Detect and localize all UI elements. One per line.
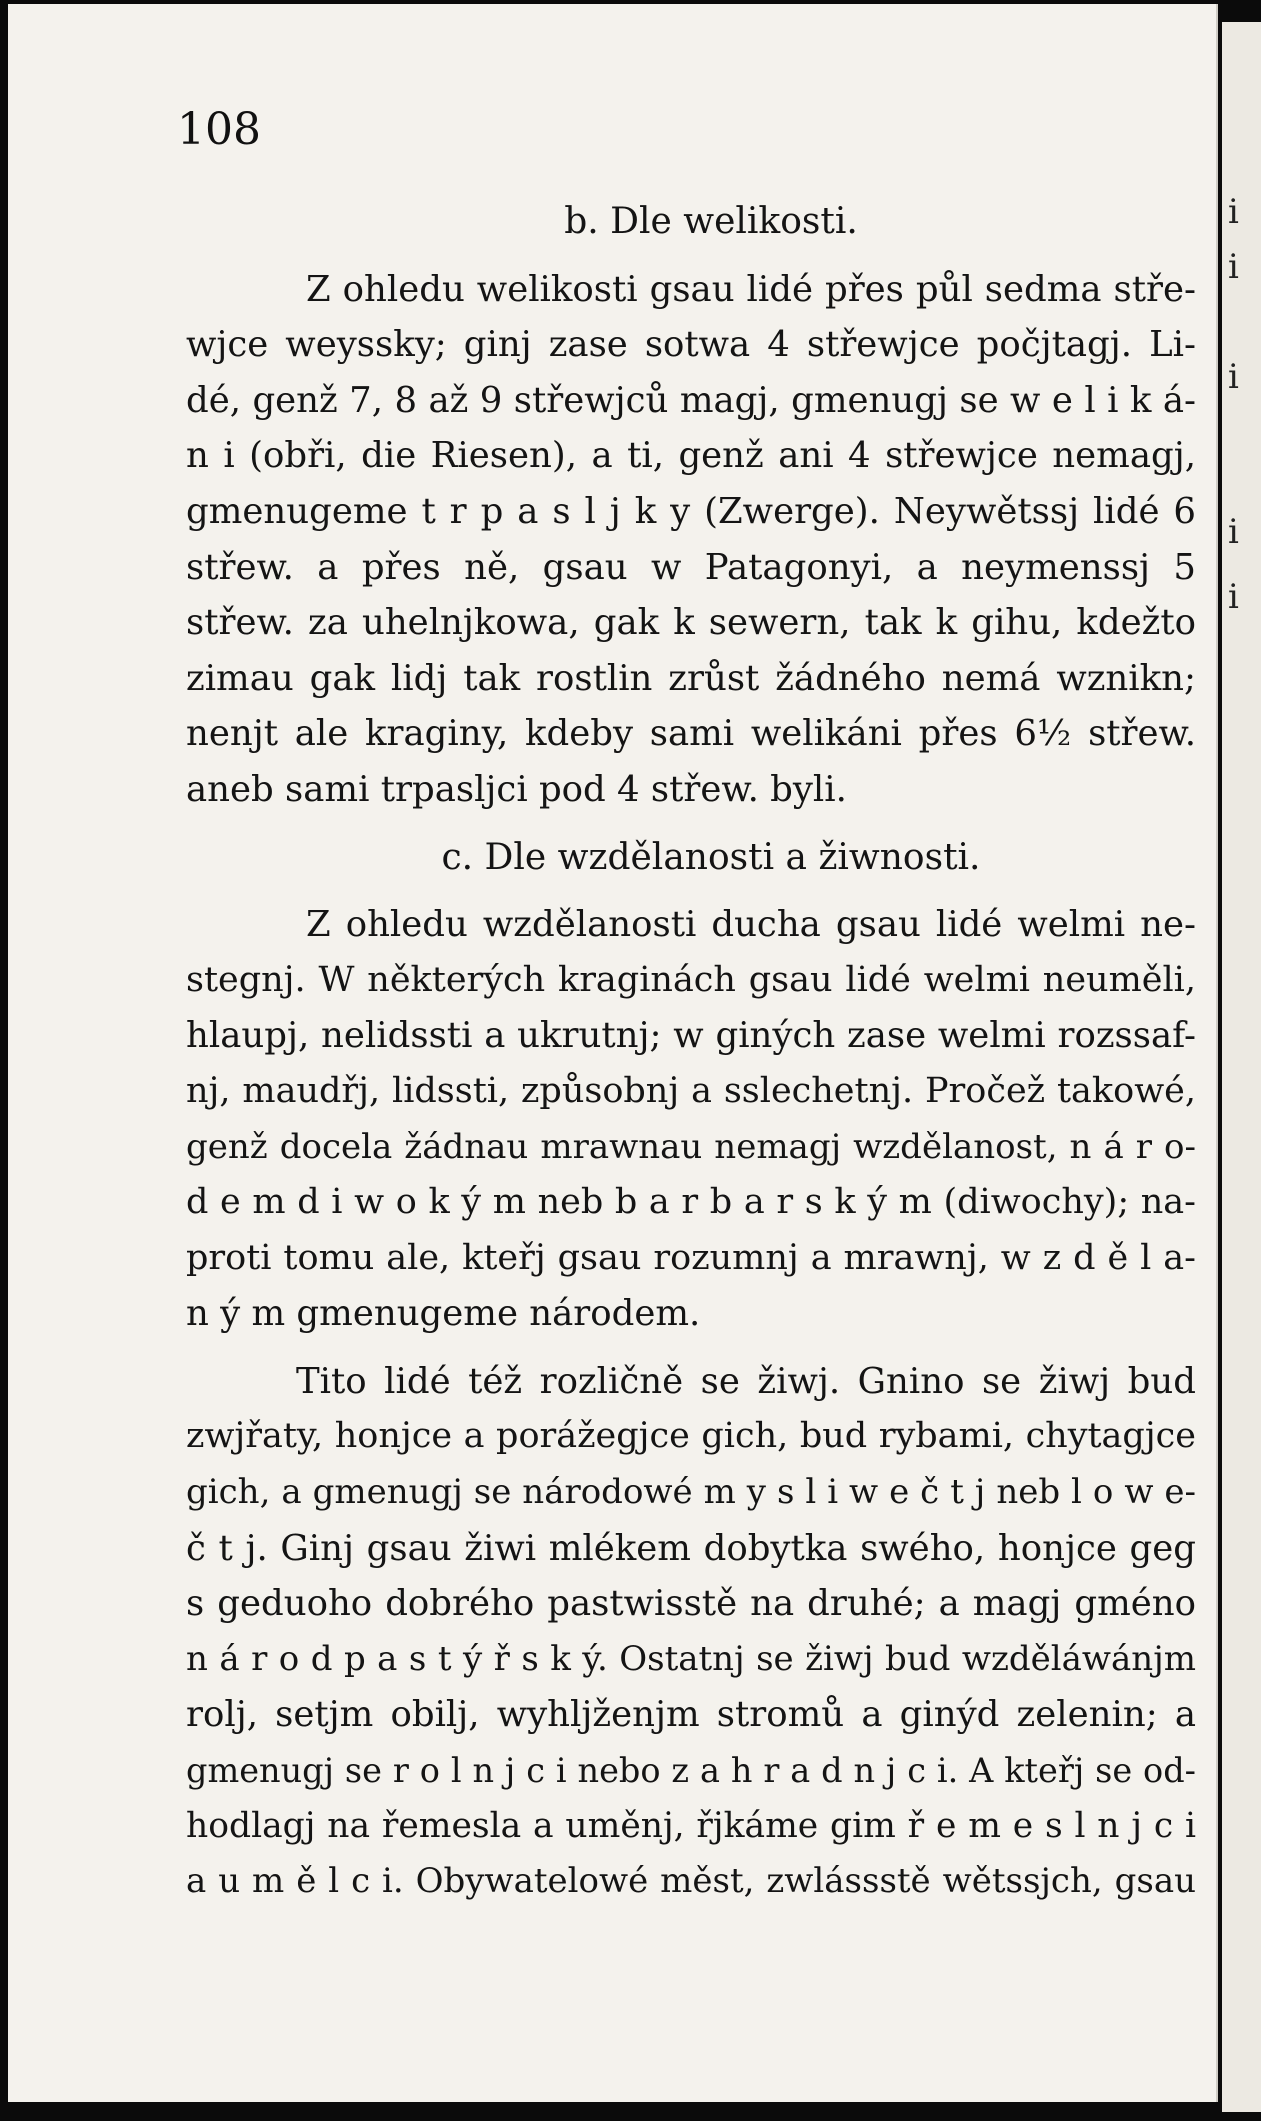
text-line: stegnj. W některých kraginách gsau lidé welmi neuměli,: [186, 959, 1196, 1000]
text-line: rolj, setjm obilj, wyhljženjm stromů a ginýd zelenin; a: [186, 1694, 1196, 1736]
text-line: gmenugj se r o l n j c i nebo z a h r a d n j c i. A kteřj se od-: [186, 1751, 1196, 1791]
text-line: střew. za uhelnjkowa, gak k sewern, tak k gihu, kdežto: [186, 602, 1196, 644]
text-line: gich, a gmenugj se národowé m y s l i w e č t j neb l o w e-: [186, 1472, 1196, 1513]
text-line: dé, genž 7, 8 až 9 střewjců magj, gmenugj se w e l i k á-: [186, 379, 1196, 421]
neighbor-glyph: i: [1228, 247, 1239, 287]
text-line: s geduoho dobrého pastwisstě na druhé; a magj gméno: [186, 1583, 1196, 1625]
section-c-paragraph-1: [186, 897, 1196, 1342]
section-b-heading: b. Dle welikosti.: [564, 201, 858, 242]
text-line: wjce weyssky; ginj zase sotwa 4 střewjce počjtagj. Li-: [186, 324, 1196, 366]
neighbor-glyph: i: [1228, 192, 1239, 232]
text-line: proti tomu ale, kteřj gsau rozumnj a mrawnj, w z d ě l a-: [186, 1237, 1196, 1278]
neighbor-glyph: i: [1228, 357, 1239, 397]
text-line: hlaupj, nelidssti a ukrutnj; w giných zase welmi rozssaf-: [186, 1015, 1196, 1057]
text-line: Tito lidé též rozličně se žiwj. Gnino se žiwj bud: [296, 1360, 1196, 1402]
text-line: nj, maudřj, lidssti, způsobnj a sslechetnj. Pročež takowé,: [186, 1070, 1196, 1111]
text-line: č t j. Ginj gsau žiwi mlékem dobytka swého, honjce geg: [186, 1527, 1196, 1569]
text-line: d e m d i w o k ý m neb b a r b a r s k ý m (diwochy); na-: [186, 1182, 1196, 1223]
text-line: Z ohledu welikosti gsau lidé přes půl sedma stře-: [306, 268, 1196, 310]
text-line: n ý m gmenugeme národem.: [186, 1293, 701, 1335]
text-line: n á r o d p a s t ý ř s k ý. Ostatnj se žiwj bud wzděláwánjm: [186, 1638, 1196, 1679]
section-c-paragraph-2: [186, 1354, 1196, 1910]
text-line: zwjřaty, honjce a porážegjce gich, bud rybami, chytagjce: [186, 1416, 1196, 1457]
text-line: Z ohledu wzdělanosti ducha gsau lidé welmi ne-: [306, 904, 1196, 946]
text-line: nenjt ale kraginy, kdeby sami welikáni přes 6½ střew.: [186, 713, 1196, 755]
book-page: [8, 4, 1218, 2102]
text-line: genž docela žádnau mrawnau nemagj wzdělanost, n á r o-: [186, 1126, 1196, 1167]
page-number: 108: [177, 104, 261, 155]
section-b-paragraph: [186, 262, 1196, 818]
section-c-heading: c. Dle wzdělanosti a žiwnosti.: [441, 836, 981, 878]
text-line: n i (obři, die Riesen), a ti, genž ani 4 střewjce nemagj,: [186, 435, 1196, 477]
adjacent-page-edge: [1222, 22, 1261, 2112]
text-line: aneb sami trpasljci pod 4 střew. byli.: [186, 768, 847, 810]
neighbor-glyph: i: [1228, 577, 1239, 617]
text-line: střew. a přes ně, gsau w Patagonyi, a neymenssj 5: [186, 546, 1196, 588]
text-line: zimau gak lidj tak rostlin zrůst žádného nemá wznikn;: [186, 657, 1196, 699]
text-line: hodlagj na řemesla a uměnj, řjkáme gim ř e m e s l n j c i: [186, 1805, 1196, 1846]
neighbor-glyph: i: [1228, 512, 1239, 552]
page-text: [186, 194, 1196, 1910]
text-line: gmenugeme t r p a s l j k y (Zwerge). Neywětssj lidé 6: [186, 490, 1196, 532]
text-line: a u m ě l c i. Obywatelowé měst, zwlássstě wětssjch, gsau: [186, 1861, 1196, 1902]
